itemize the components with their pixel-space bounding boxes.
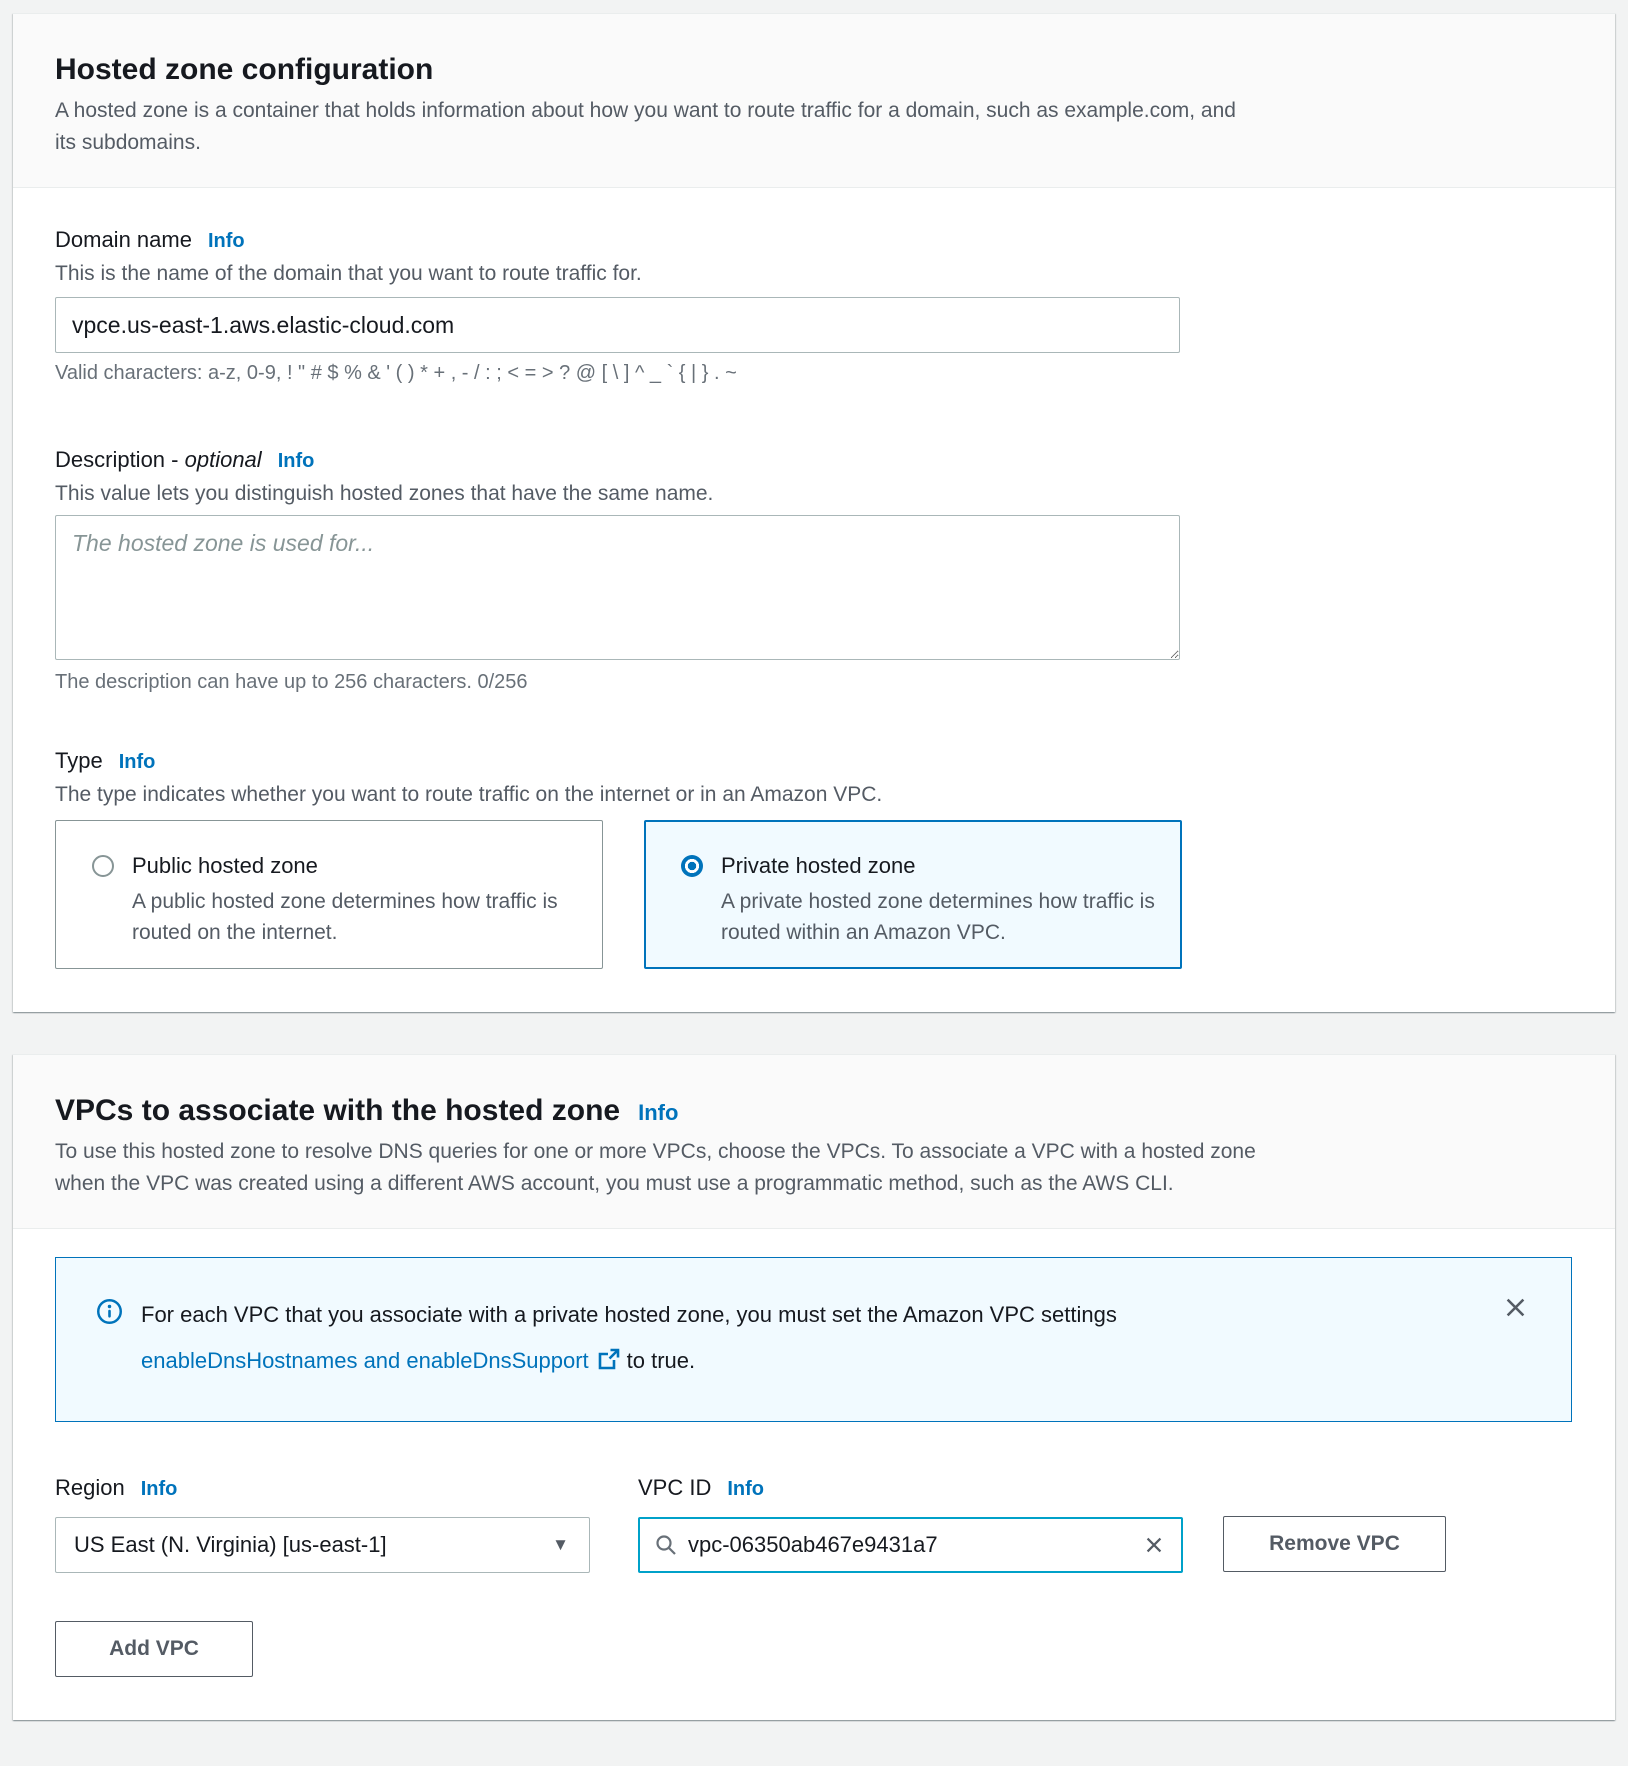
card2-content bbox=[13, 1229, 1615, 1720]
chevron-down-icon: ▼ bbox=[552, 1535, 569, 1554]
description-field bbox=[55, 446, 1573, 695]
domain-name-input[interactable] bbox=[55, 297, 1180, 353]
card2-title: VPCs to associate with the hosted zone bbox=[55, 1094, 621, 1127]
description-constraint: The description can have up to 256 characters. 0/256 bbox=[55, 671, 528, 693]
private-hosted-zone-tile[interactable] bbox=[644, 820, 1182, 969]
type-field bbox=[55, 747, 1573, 969]
vpc-association-row bbox=[55, 1474, 1573, 1573]
domain-name-label: Domain name bbox=[55, 227, 192, 252]
card1-content bbox=[13, 188, 1615, 1012]
public-hosted-zone-radio[interactable] bbox=[92, 855, 114, 877]
description-optional-label: optional bbox=[184, 447, 262, 472]
description-textarea[interactable] bbox=[55, 515, 1180, 660]
search-icon bbox=[654, 1533, 678, 1557]
vpc-id-info-link[interactable]: Info bbox=[727, 1478, 765, 1500]
region-select[interactable] bbox=[55, 1517, 590, 1573]
public-hosted-zone-desc: A public hosted zone determines how traffic is routed on the internet. bbox=[132, 890, 558, 944]
alert-line2 bbox=[141, 1338, 1117, 1387]
alert-text bbox=[141, 1292, 1117, 1387]
private-hosted-zone-title: Private hosted zone bbox=[721, 853, 916, 878]
type-help: The type indicates whether you want to route traffic on the internet or in an Amazon VPC. bbox=[55, 783, 883, 806]
public-hosted-zone-tile[interactable] bbox=[55, 820, 603, 969]
private-hosted-zone-radio[interactable] bbox=[681, 855, 703, 877]
hosted-zone-configuration-card bbox=[13, 13, 1615, 1012]
region-group bbox=[55, 1474, 590, 1573]
private-hosted-zone-desc: A private hosted zone determines how traffic is routed within an Amazon VPC. bbox=[721, 890, 1155, 944]
card1-header bbox=[13, 14, 1615, 188]
domain-name-field bbox=[55, 226, 1573, 386]
vpcs-associate-card bbox=[13, 1054, 1615, 1720]
type-info-link[interactable]: Info bbox=[118, 751, 156, 773]
alert-suffix: to true. bbox=[626, 1348, 696, 1373]
card1-title: Hosted zone configuration bbox=[55, 53, 434, 86]
region-selected-value: US East (N. Virginia) [us-east-1] bbox=[74, 1532, 387, 1557]
type-tiles bbox=[55, 820, 1573, 969]
description-label: Description - bbox=[55, 447, 179, 472]
enable-dns-link[interactable]: enableDnsHostnames and enableDnsSupport bbox=[141, 1348, 589, 1373]
type-label: Type bbox=[55, 748, 103, 773]
vpc-settings-alert bbox=[55, 1257, 1572, 1422]
vpc-id-group bbox=[638, 1474, 1183, 1573]
vpc-id-input[interactable] bbox=[686, 1531, 1133, 1559]
public-hosted-zone-title: Public hosted zone bbox=[132, 853, 318, 878]
info-circle-icon bbox=[96, 1298, 123, 1330]
card1-description: A hosted zone is a container that holds information about how you want to route traffic for a domain, such as example.com, and its subdomains. bbox=[55, 99, 1236, 154]
clear-input-icon[interactable] bbox=[1141, 1532, 1167, 1558]
vpc-id-search-field bbox=[638, 1517, 1183, 1573]
card2-header bbox=[13, 1055, 1615, 1229]
remove-vpc-button[interactable]: Remove VPC bbox=[1223, 1516, 1446, 1572]
card2-description: To use this hosted zone to resolve DNS queries for one or more VPCs, choose the VPCs. To associate a VPC with a hosted zone when the VPC was created using a different AWS account, you must use a programmatic method, such as the AWS CLI. bbox=[55, 1140, 1256, 1195]
external-link-icon[interactable] bbox=[597, 1341, 621, 1387]
region-label: Region bbox=[55, 1475, 125, 1500]
card2-info-link[interactable]: Info bbox=[638, 1100, 679, 1125]
description-help: This value lets you distinguish hosted zones that have the same name. bbox=[55, 482, 714, 505]
domain-name-constraint: Valid characters: a-z, 0-9, ! " # $ % & ' ( ) * + , - / : ; < = > ? @ [ \ ] ^ _ ` { | } . ~ bbox=[55, 362, 737, 384]
vpc-id-label: VPC ID bbox=[638, 1475, 712, 1500]
add-vpc-button[interactable]: Add VPC bbox=[55, 1621, 253, 1677]
description-info-link[interactable]: Info bbox=[277, 450, 315, 472]
region-info-link[interactable]: Info bbox=[140, 1478, 178, 1500]
domain-name-info-link[interactable]: Info bbox=[207, 230, 245, 252]
alert-line1: For each VPC that you associate with a private hosted zone, you must set the Amazon VPC settings bbox=[141, 1302, 1117, 1327]
alert-close-icon[interactable] bbox=[1498, 1290, 1533, 1325]
domain-name-help: This is the name of the domain that you want to route traffic for. bbox=[55, 262, 642, 285]
